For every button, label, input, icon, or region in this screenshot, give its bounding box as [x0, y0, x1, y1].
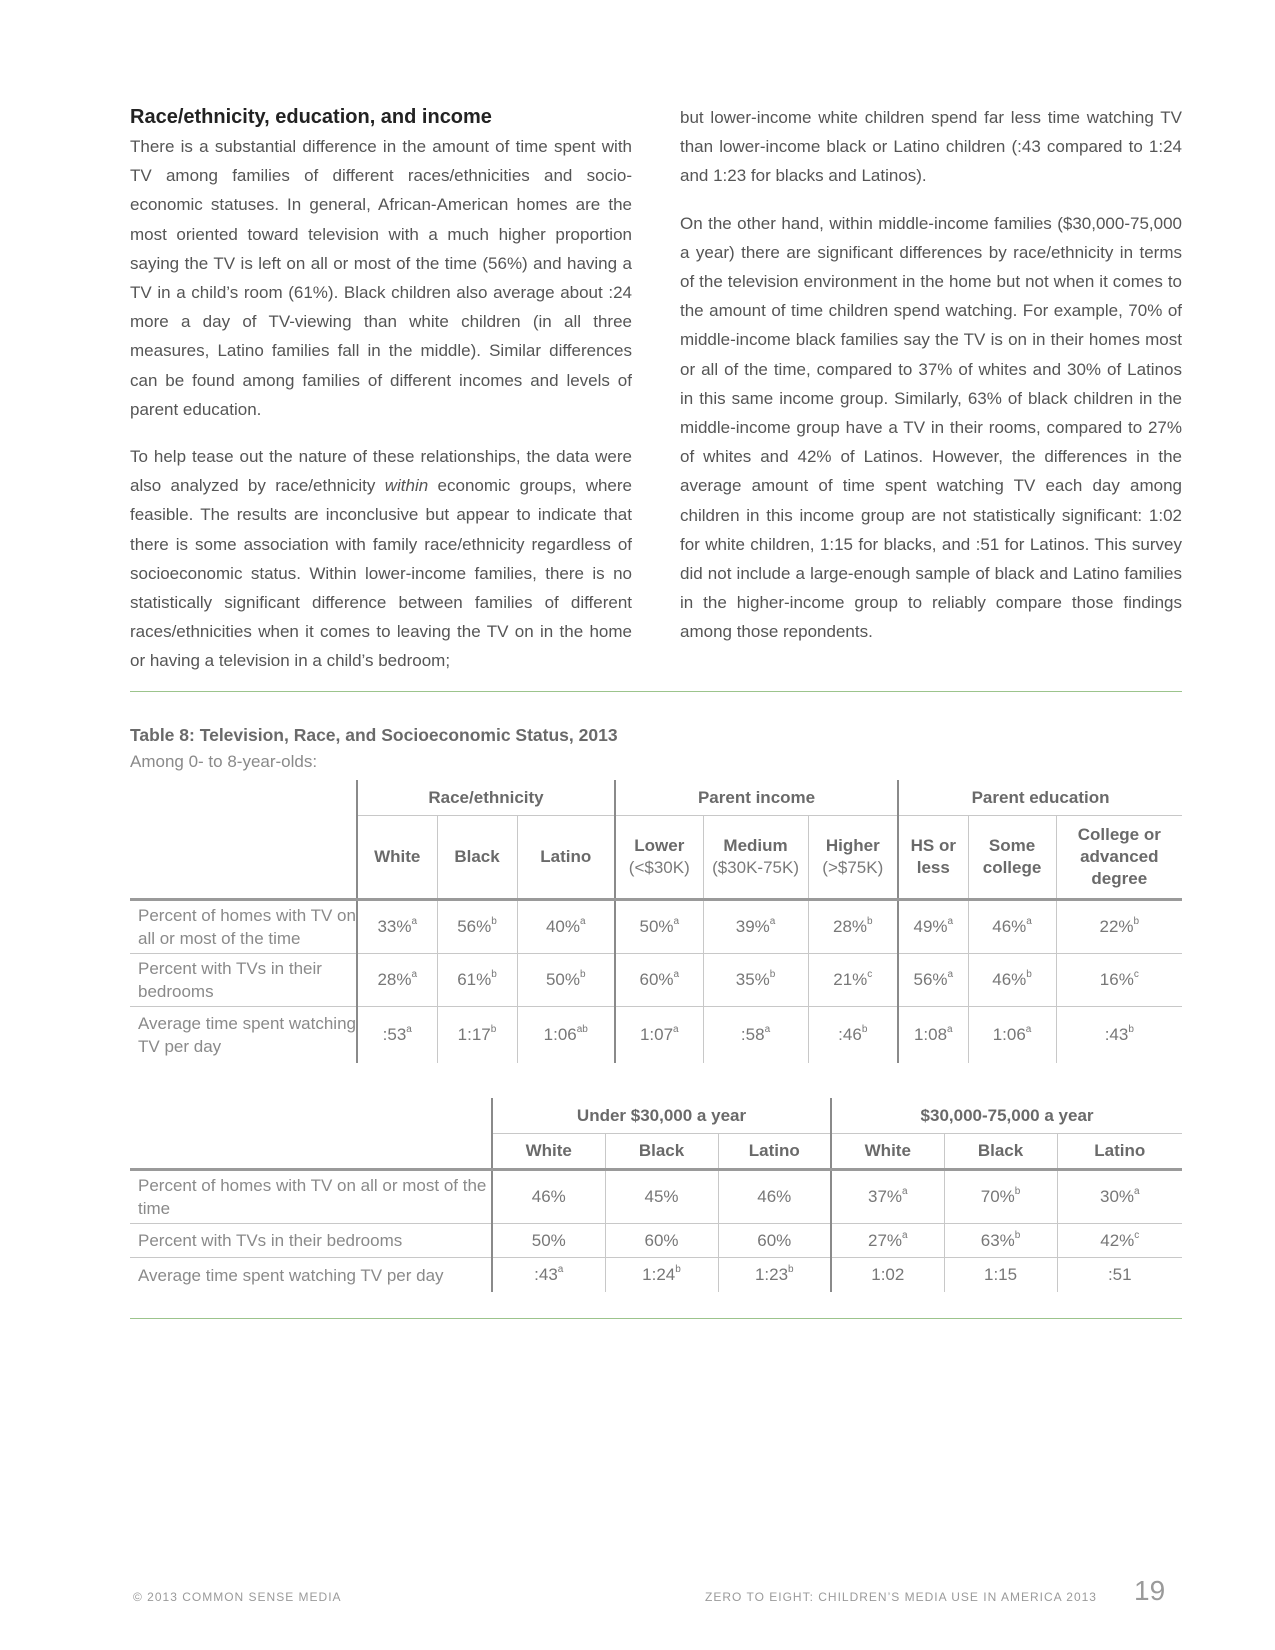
group-header: $30,000-75,000 a year	[831, 1098, 1182, 1134]
table-cell	[357, 900, 437, 954]
table-corner	[130, 780, 357, 816]
cell-value: 22%	[1099, 917, 1134, 936]
row-label: Percent of homes with TV on all or most of the time	[130, 900, 357, 954]
cell-superscript: a	[673, 916, 680, 927]
cell-value: 46%	[531, 1187, 566, 1206]
table-title: Table 8: Television, Race, and Socioeconomic Status, 2013	[130, 725, 618, 745]
table-cell	[808, 1007, 898, 1064]
table-cell	[944, 1170, 1057, 1224]
table-cell	[357, 1007, 437, 1064]
group-header: Race/ethnicity	[357, 780, 615, 816]
table-group-header-row	[130, 780, 1182, 816]
group-header: Parent income	[615, 780, 898, 816]
table-group-header-row	[130, 1098, 1182, 1134]
cell-value: 35%	[735, 970, 770, 989]
section-divider-bottom	[130, 1318, 1182, 1319]
column-header	[898, 816, 968, 900]
table-row	[130, 954, 1182, 1007]
cell-value: :53	[382, 1025, 407, 1044]
table-cell	[605, 1224, 718, 1258]
cell-value: 45%	[644, 1187, 679, 1206]
table-cell	[831, 1258, 944, 1293]
cell-superscript: a	[947, 916, 954, 927]
table-cell	[703, 954, 808, 1007]
cell-superscript: b	[769, 969, 776, 980]
cell-value: 49%	[913, 917, 948, 936]
table-cell	[437, 1007, 517, 1064]
table-row	[130, 1224, 1182, 1258]
cell-superscript: b	[491, 969, 497, 980]
cell-value: :58	[740, 1025, 765, 1044]
cell-value: 27%	[867, 1230, 903, 1250]
cell-value: 1:07	[639, 1025, 674, 1044]
column-header	[517, 816, 615, 900]
cell-superscript: a	[1026, 916, 1032, 927]
cell-superscript: a	[411, 969, 418, 980]
cell-superscript: b	[788, 1264, 794, 1275]
column-header	[357, 816, 437, 900]
cell-value: 1:15	[983, 1265, 1018, 1284]
cell-superscript: a	[673, 969, 680, 980]
cell-superscript: a	[764, 1024, 771, 1035]
column-header-sublabel: (<$30K)	[628, 858, 690, 877]
table-row	[130, 1007, 1182, 1064]
table-row	[130, 1170, 1182, 1224]
column-header-label: Higher	[825, 836, 880, 855]
cell-superscript: a	[1025, 1024, 1032, 1035]
cell-superscript: a	[902, 1186, 908, 1197]
table-cell	[615, 954, 703, 1007]
cell-value: 56%	[457, 917, 492, 936]
column-header-label: HS or less	[910, 836, 956, 877]
left-paragraph-2-emphasis: within	[384, 476, 429, 496]
left-paragraph-1: There is a substantial difference in the amount of time spent with TV among families of different races/ethnicities and socio-economic statuses. In general, African-American homes are the most oriented toward television with a much higher proportion saying the TV is left on all or most of the time (56%) and having a TV in a child’s room (61%). Black children also average about :24 more a day of TV-viewing than white children (in all three measures, Latino families fall in the middle). Similar differences can be found among families of different incomes and levels of parent education.	[130, 137, 632, 419]
column-header-sublabel: ($30K-75K)	[712, 858, 799, 877]
column-header: White	[831, 1134, 944, 1170]
page-number: 19	[1134, 1575, 1166, 1606]
cell-superscript: b	[861, 1024, 868, 1035]
cell-superscript: a	[557, 1264, 564, 1275]
cell-value: 42%	[1100, 1230, 1135, 1250]
table-cell	[437, 954, 517, 1007]
column-header	[703, 816, 808, 900]
cell-superscript: a	[902, 1229, 908, 1241]
table-cell	[703, 1007, 808, 1064]
cell-superscript: b	[580, 969, 586, 980]
table-row	[130, 1258, 1182, 1293]
table-cell	[968, 1007, 1056, 1064]
cell-value: 16%	[1099, 970, 1134, 989]
cell-superscript: a	[947, 1024, 953, 1035]
cell-value: 60%	[639, 970, 674, 989]
column-header-label: White	[374, 847, 421, 866]
cell-value: 1:08	[913, 1025, 948, 1044]
table-cell	[437, 900, 517, 954]
cell-value: 1:02	[871, 1265, 905, 1284]
column-header	[615, 816, 703, 900]
cell-value: :43	[1104, 1025, 1129, 1044]
cell-value: 63%	[980, 1230, 1015, 1250]
table-cell	[944, 1224, 1057, 1258]
cell-value: 61%	[457, 970, 492, 989]
column-header-label: Some college	[982, 836, 1042, 877]
cell-superscript: c	[867, 969, 873, 980]
cell-superscript: b	[1014, 1229, 1021, 1241]
table-cell	[615, 900, 703, 954]
left-text-column	[130, 103, 632, 676]
cell-value: 21%	[833, 970, 868, 989]
table-cell	[1057, 1170, 1182, 1224]
table-corner	[130, 1134, 492, 1170]
table-cell	[718, 1258, 831, 1293]
cell-superscript: b	[867, 916, 873, 927]
cell-value: 50%	[545, 970, 580, 989]
cell-superscript: b	[1133, 916, 1140, 927]
cell-value: :51	[1107, 1265, 1132, 1284]
cell-value: 40%	[545, 917, 580, 936]
table-column-header-row	[130, 1134, 1182, 1170]
cell-superscript: c	[1133, 969, 1139, 980]
cell-value: 1:23	[754, 1265, 789, 1284]
table-cell	[517, 954, 615, 1007]
cell-superscript: a	[947, 969, 954, 980]
column-header: Black	[944, 1134, 1057, 1170]
table-cell	[517, 1007, 615, 1064]
table-cell	[898, 1007, 968, 1064]
column-header: Black	[605, 1134, 718, 1170]
column-header-label: College or advanced degree	[1077, 825, 1161, 888]
table-cell	[492, 1224, 605, 1258]
cell-superscript: a	[1134, 1186, 1140, 1197]
cell-superscript: a	[673, 1024, 679, 1035]
row-label: Average time spent watching TV per day	[130, 1258, 492, 1293]
table-cell	[492, 1258, 605, 1293]
column-header	[1056, 816, 1182, 900]
table-cell	[831, 1170, 944, 1224]
table-cell	[831, 1224, 944, 1258]
table-8	[130, 780, 1182, 1063]
left-paragraph-2-end: economic groups, where feasible. The results are inconclusive but appear to indicate that there is some association with family race/ethnicity regardless of socioeconomic status. Within lower-income families, there is no statistically significant difference between families of different races/ethnicities when it comes to leaving the TV on in the home or having a television in a child’s bedroom;	[130, 476, 632, 671]
table-cell	[605, 1258, 718, 1293]
table-cell	[703, 900, 808, 954]
table-corner	[130, 816, 357, 900]
column-header: Latino	[1057, 1134, 1182, 1170]
table-cell	[718, 1224, 831, 1258]
table-cell	[968, 900, 1056, 954]
footer-copyright: © 2013 COMMON SENSE MEDIA	[133, 1590, 342, 1604]
cell-superscript: b	[1128, 1024, 1134, 1035]
row-label: Percent with TVs in their bedrooms	[130, 954, 357, 1007]
group-header: Under $30,000 a year	[492, 1098, 831, 1134]
column-header	[968, 816, 1056, 900]
column-header-label: Lower	[634, 836, 685, 855]
cell-superscript: b	[675, 1264, 681, 1275]
table-cell	[718, 1170, 831, 1224]
cell-value: 50%	[531, 1230, 566, 1250]
cell-value: 1:24	[642, 1265, 676, 1284]
cell-value: 56%	[913, 970, 948, 989]
column-header	[808, 816, 898, 900]
table-cell	[898, 954, 968, 1007]
cell-superscript: a	[580, 916, 586, 927]
table-cell	[808, 900, 898, 954]
table-cell	[944, 1258, 1057, 1293]
section-heading: Race/ethnicity, education, and income	[130, 106, 492, 128]
cell-value: 1:06	[543, 1025, 577, 1044]
cell-superscript: ab	[576, 1024, 588, 1035]
column-header-label: Black	[454, 847, 500, 866]
section-divider-top	[130, 691, 1182, 692]
table-subtitle: Among 0- to 8-year-olds:	[130, 752, 318, 771]
table-cell	[605, 1170, 718, 1224]
row-label: Percent with TVs in their bedrooms	[130, 1224, 492, 1258]
cell-value: 70%	[980, 1187, 1015, 1206]
cell-superscript: b	[1026, 969, 1032, 980]
cell-superscript: a	[406, 1024, 412, 1035]
right-text-column	[680, 103, 1182, 647]
cell-value: 33%	[377, 917, 412, 936]
table-cell	[492, 1170, 605, 1224]
cell-value: :46	[838, 1025, 862, 1044]
table-cell	[1057, 1224, 1182, 1258]
cell-superscript: b	[1014, 1186, 1021, 1197]
cell-value: 60%	[757, 1230, 792, 1250]
table-cell	[808, 954, 898, 1007]
cell-value: 30%	[1099, 1187, 1135, 1206]
cell-value: 50%	[639, 917, 674, 936]
cell-superscript: b	[490, 1024, 497, 1035]
column-header: Latino	[718, 1134, 831, 1170]
cell-value: 39%	[735, 917, 770, 936]
right-paragraph-1: but lower-income white children spend far less time watching TV than lower-income black or Latino children (:43 compared to 1:24 and 1:23 for blacks and Latinos).	[680, 108, 1182, 186]
right-paragraph-2: On the other hand, within middle-income families ($30,000-75,000 a year) there are significant differences by race/ethnicity in terms of the television environment in the home but not when it comes to the amount of time children spend watching. For example, 70% of middle-income black families say the TV is on in their homes most or all of the time, compared to 37% of whites and 30% of Latinos in this same income group. Similarly, 63% of black children in the middle-income group have a TV in their rooms, compared to 27% of whites and 42% of Latinos. However, the differences in the average amount of time spent watching TV each day among children in this income group are not statistically significant: 1:02 for white children, 1:15 for blacks, and :51 for Latinos. This survey did not include a large-enough sample of black and Latino families in the higher-income group to reliably compare those findings among those repondents.	[680, 213, 1182, 642]
table-cell	[968, 954, 1056, 1007]
table-cell	[615, 1007, 703, 1064]
table-corner	[130, 1098, 492, 1134]
cell-value: 1:06	[992, 1025, 1026, 1044]
cell-value: 28%	[832, 917, 868, 936]
cell-superscript: c	[1134, 1229, 1140, 1241]
row-label: Percent of homes with TV on all or most of the time	[130, 1170, 492, 1224]
cell-value: 60%	[644, 1230, 679, 1250]
column-header	[437, 816, 517, 900]
table-column-header-row	[130, 816, 1182, 900]
cell-value: 1:17	[457, 1025, 491, 1044]
left-paragraph-2-start: To help tease out the nature of these relationships, the data were also analyzed by race/ethnicity	[130, 447, 632, 496]
cell-superscript: a	[769, 916, 776, 927]
table-cell	[1057, 1258, 1182, 1293]
table-cell	[1056, 954, 1182, 1007]
column-header-label: Latino	[540, 847, 592, 866]
group-header: Parent education	[898, 780, 1182, 816]
cell-value: 28%	[377, 970, 412, 989]
cell-superscript: b	[491, 916, 497, 927]
footer-publication-title: ZERO TO EIGHT: CHILDREN’S MEDIA USE IN AMERICA 2013	[705, 1590, 1097, 1604]
cell-superscript: a	[411, 916, 418, 927]
table-cell	[1056, 900, 1182, 954]
table-cell	[517, 900, 615, 954]
table-cell	[1056, 1007, 1182, 1064]
cell-value: 46%	[992, 970, 1027, 989]
table-cell	[898, 900, 968, 954]
table-income-by-race	[130, 1098, 1182, 1292]
cell-value: 46%	[757, 1187, 792, 1206]
table-cell	[357, 954, 437, 1007]
cell-value: :43	[534, 1265, 558, 1284]
column-header: White	[492, 1134, 605, 1170]
row-label: Average time spent watching TV per day	[130, 1007, 357, 1064]
left-paragraph-2	[130, 442, 632, 676]
column-header-label: Medium	[723, 836, 788, 855]
column-header-sublabel: (>$75K)	[822, 858, 884, 877]
cell-value: 37%	[867, 1187, 903, 1206]
cell-value: 46%	[992, 917, 1027, 936]
table-row	[130, 900, 1182, 954]
